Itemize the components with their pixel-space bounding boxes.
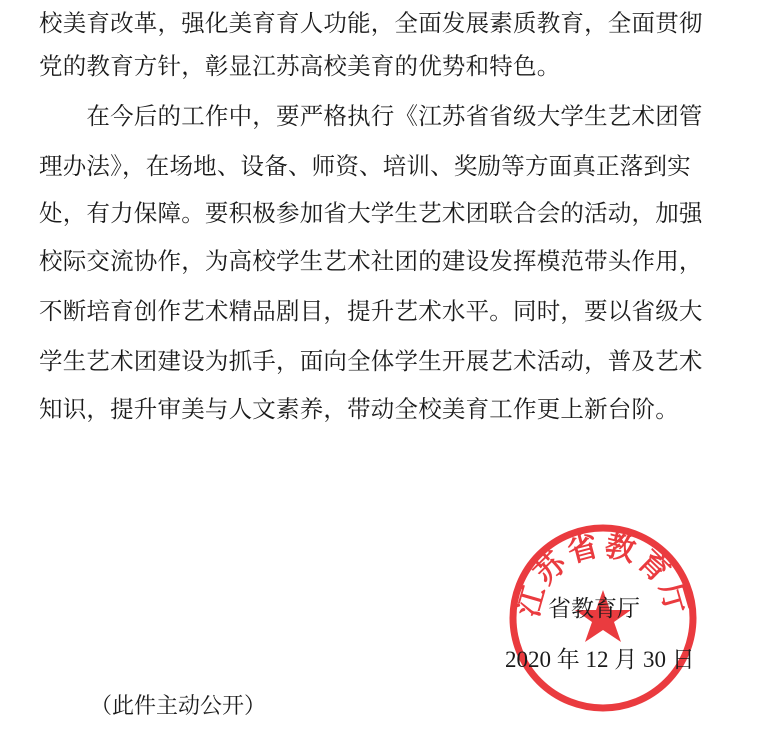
disclosure-note: （此件主动公开） <box>90 694 267 719</box>
body-line-5: 处，有力保障。要积极参加省大学生艺术团联合会的活动，加强 <box>39 199 703 227</box>
issue-date: 2020 年 12 月 30 日 <box>505 647 695 672</box>
body-line-1: 校美育改革，强化美育育人功能，全面发展素质教育，全面贯彻 <box>39 9 703 37</box>
body-line-7: 不断培育创作艺术精品剧目，提升艺术水平。同时，要以省级大 <box>39 297 703 325</box>
body-line-8: 学生艺术团建设为抓手，面向全体学生开展艺术活动，普及艺术 <box>39 347 703 375</box>
body-line-2: 党的教育方针，彰显江苏高校美育的优势和特色。 <box>39 52 561 80</box>
body-line-6: 校际交流协作，为高校学生艺术社团的建设发挥模范带头作用， <box>39 247 703 275</box>
body-line-3: 在今后的工作中，要严格执行《江苏省省级大学生艺术团管 <box>39 102 703 130</box>
body-line-4: 理办法》，在场地、设备、师资、培训、奖励等方面真正落到实 <box>39 152 691 180</box>
seal-text: 江苏省教育厅 <box>510 527 696 621</box>
body-line-9: 知识，提升审美与人文素养，带动全校美育工作更上新台阶。 <box>39 395 679 423</box>
issuer-name: 省教育厅 <box>548 596 640 622</box>
